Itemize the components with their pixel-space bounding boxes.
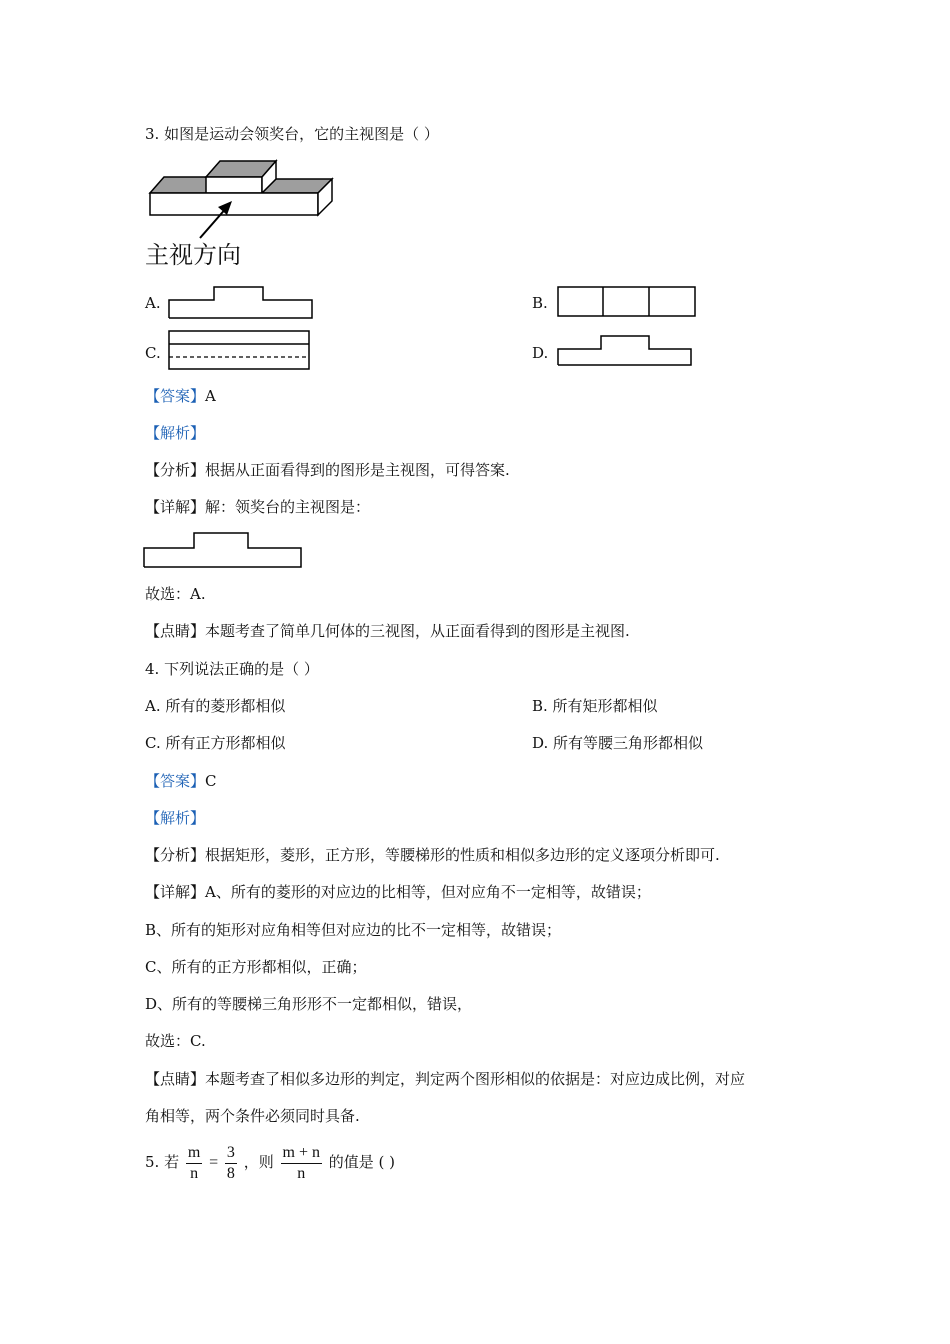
q3-fenxi: 【分析】根据从正面看得到的图形是主视图，可得答案. bbox=[145, 461, 510, 479]
option-d-label: D. bbox=[532, 344, 549, 362]
fraction-m-over-n: $\frac{m}{n}$ bbox=[187, 1143, 201, 1182]
q4-dianjing: 【点睛】本题考查了相似多边形的判定，判定两个图形相似的依据是：对应边成比例，对应 bbox=[145, 1070, 746, 1088]
option-a-label: A. bbox=[145, 294, 161, 312]
fraction-3-over-8: $\frac{3}{8}$ bbox=[226, 1143, 235, 1182]
podium-figure bbox=[148, 158, 338, 218]
q4-line-b: B、所有的矩形对应角相等但对应边的比不一定相等，故错误； bbox=[145, 921, 562, 939]
q3-answer: 【答案】A bbox=[145, 387, 216, 405]
solution-view-shape bbox=[143, 532, 305, 570]
fraction-mplusn-over-n: $\frac{m + n}{n}$ bbox=[282, 1143, 320, 1182]
podium-base-front bbox=[150, 193, 318, 215]
q3-jiexi: 【解析】 bbox=[145, 424, 206, 442]
q4-option-c: C. 所有正方形都相似 bbox=[145, 734, 286, 752]
q4-dianjing-cont: 角相等，两个条件必须同时具备. bbox=[145, 1107, 360, 1125]
q4-line-d: D、所有的等腰梯三角形形不一定都相似，错误， bbox=[145, 995, 473, 1013]
q4-jiexi: 【解析】 bbox=[145, 809, 206, 827]
q4-xiangjie: 【详解】A、所有的菱形的对应边的比相等，但对应角不一定相等，故错误； bbox=[145, 883, 651, 901]
q4-stem: 4. 下列说法正确的是（ ） bbox=[145, 660, 319, 678]
q3-xiangjie: 【详解】解：领奖台的主视图是： bbox=[145, 498, 371, 516]
q4-option-a: A. 所有的菱形都相似 bbox=[145, 697, 286, 715]
option-d-shape bbox=[557, 335, 693, 367]
q5-stem: 5. 若 $\frac{m}{n}$ = $\frac{3}{8}$ ，则 $\frac{m + n}{n}$ 的值是 ( ) bbox=[145, 1143, 395, 1182]
podium-center-front bbox=[206, 177, 262, 193]
option-a-shape bbox=[168, 286, 314, 320]
option-c-shape bbox=[168, 330, 312, 372]
option-c-label: C. bbox=[145, 344, 161, 362]
q4-line-c: C、所有的正方形都相似，正确； bbox=[145, 958, 367, 976]
q4-option-b: B. 所有矩形都相似 bbox=[532, 697, 658, 715]
option-b-label: B. bbox=[532, 294, 548, 312]
fig-label: 主视方向 bbox=[145, 241, 241, 269]
q3-choice: 故选：A. bbox=[145, 585, 206, 603]
q4-option-d: D. 所有等腰三角形都相似 bbox=[532, 734, 704, 752]
q3-stem: 3. 如图是运动会领奖台，它的主视图是（ ） bbox=[145, 125, 439, 143]
q4-fenxi: 【分析】根据矩形，菱形，正方形，等腰梯形的性质和相似多边形的定义逐项分析即可. bbox=[145, 846, 720, 864]
q3-dianjing: 【点睛】本题考查了简单几何体的三视图，从正面看得到的图形是主视图. bbox=[145, 622, 630, 640]
option-b-shape bbox=[557, 286, 697, 318]
q4-choice: 故选：C. bbox=[145, 1032, 206, 1050]
q4-answer: 【答案】C bbox=[145, 772, 217, 790]
